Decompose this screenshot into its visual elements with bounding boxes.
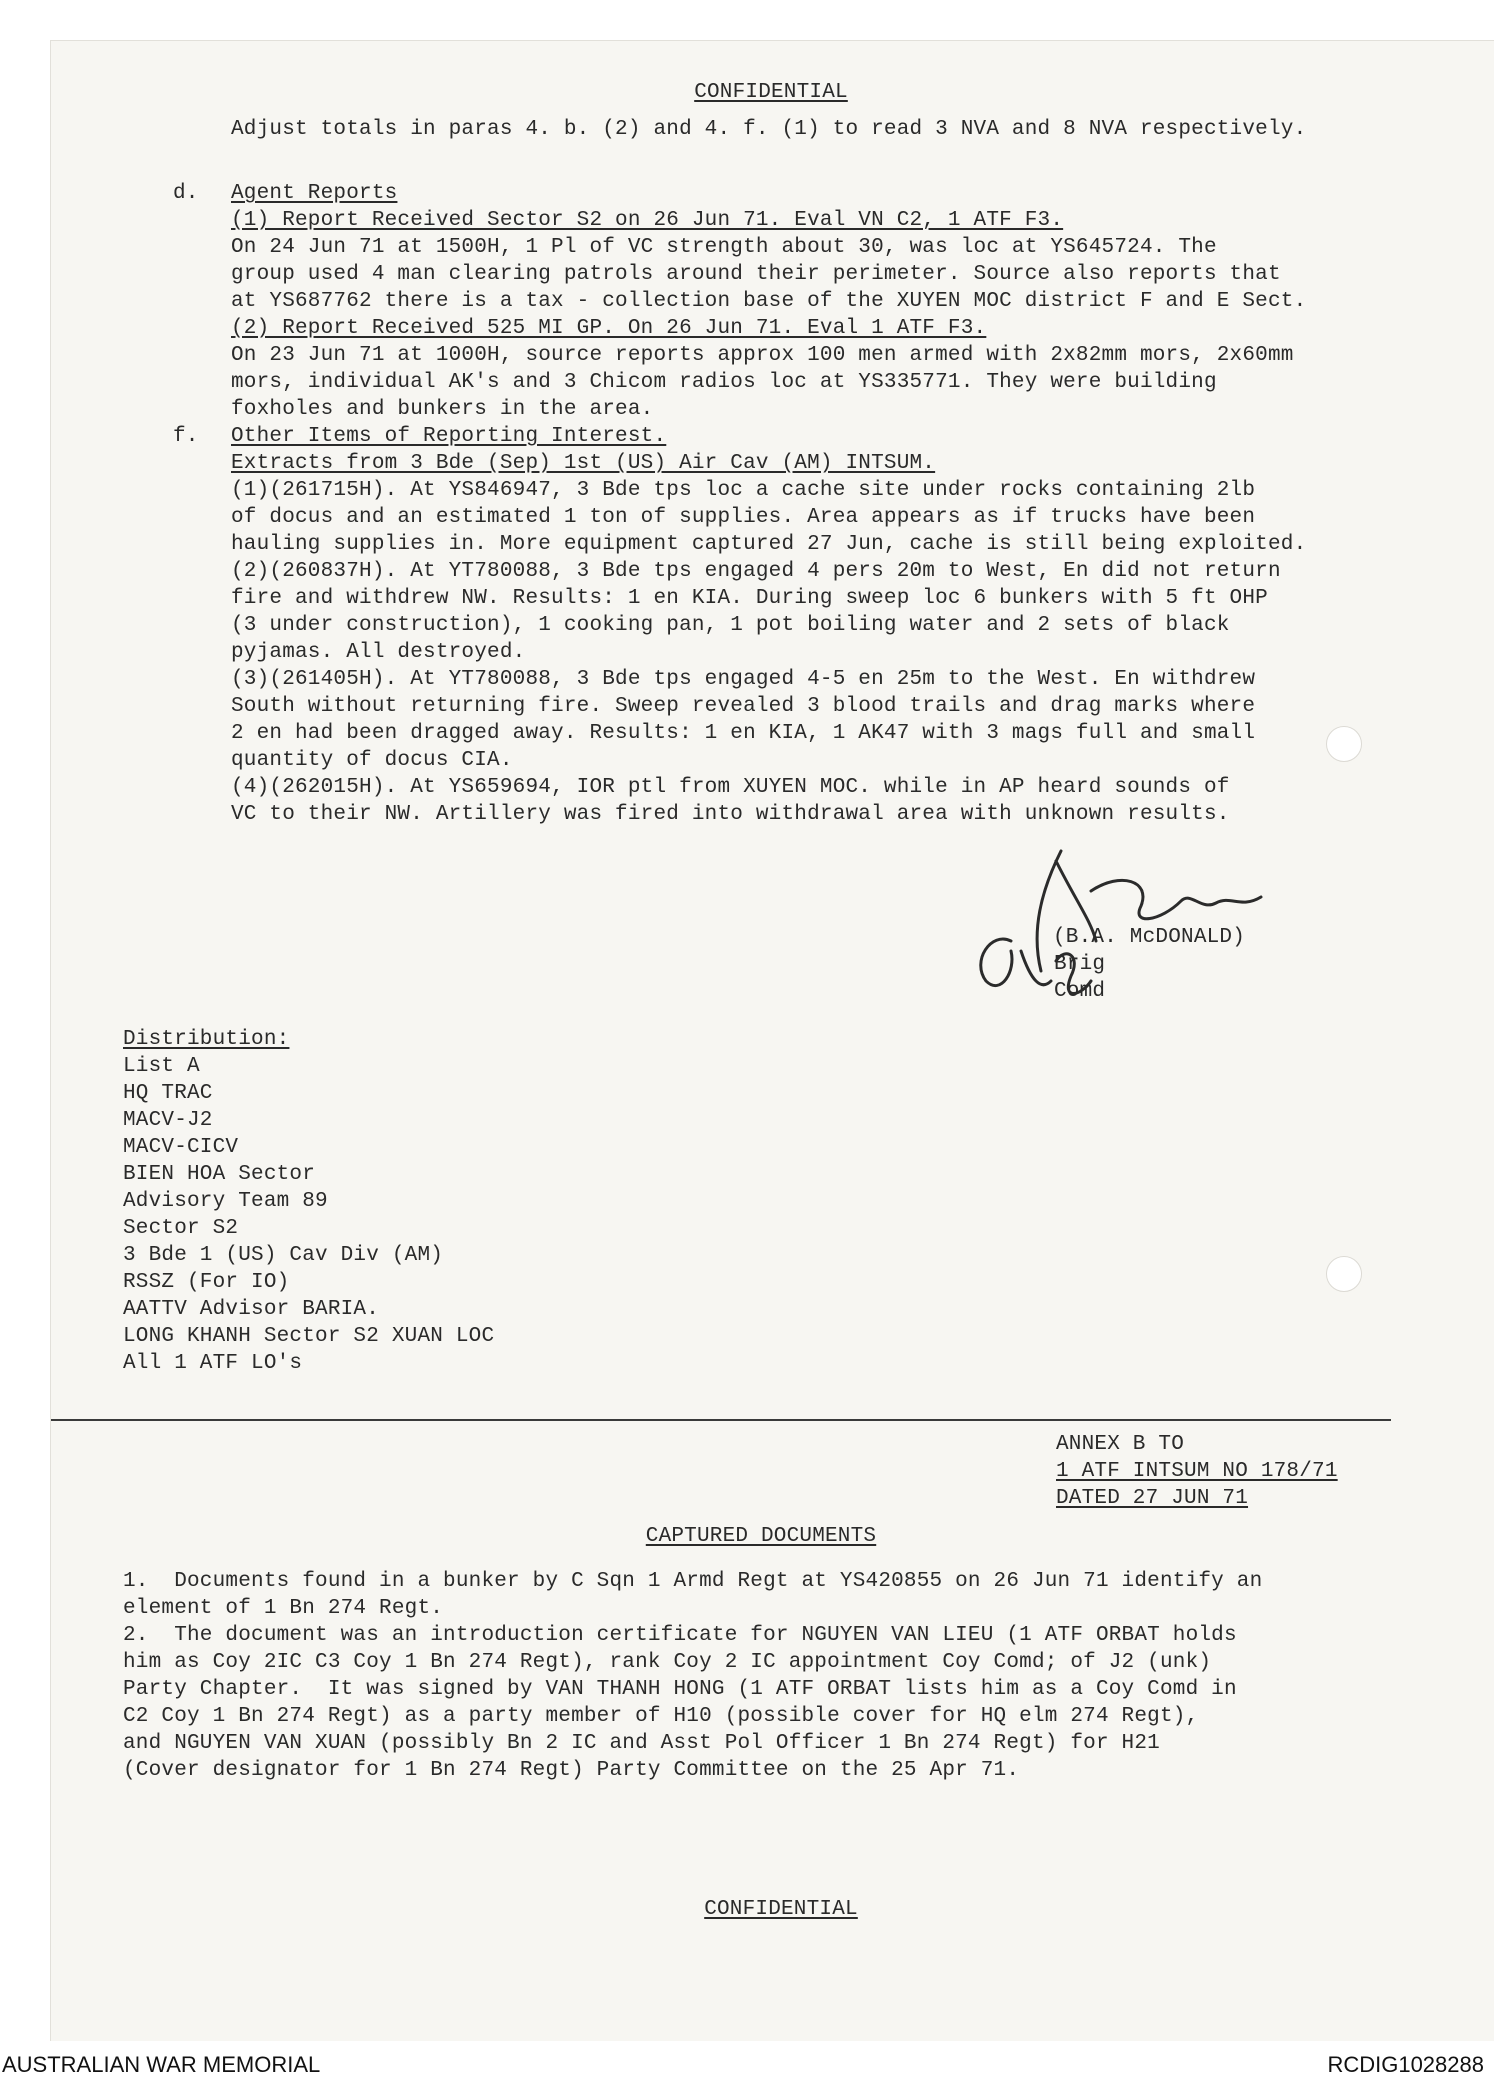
report1-line: at YS687762 there is a tax - collection base of the XUYEN MOC district F and E Sect. (231, 290, 1307, 313)
report2-line: foxholes and bunkers in the area. (231, 398, 654, 421)
report2-line: mors, individual AK's and 3 Chicom radios loc at YS335771. They were building (231, 371, 1217, 394)
annex-line: DATED 27 JUN 71 (1056, 1487, 1249, 1510)
annex-text-line: 1. Documents found in a bunker by C Sqn 1 Armd Regt at YS420855 on 26 Jun 71 identify an (123, 1570, 1263, 1593)
intsum-line: hauling supplies in. More equipment captured 27 Jun, cache is still being exploited. (231, 533, 1307, 556)
archive-footer (0, 2044, 1494, 2081)
annex-text-line: C2 Coy 1 Bn 274 Regt) as a party member of H10 (possible cover for HQ elm 274 Regt), (123, 1705, 1199, 1728)
archive-name: AUSTRALIAN WAR MEMORIAL (2, 2052, 321, 2077)
distribution-item: 3 Bde 1 (US) Cav Div (AM) (123, 1244, 444, 1267)
report2-heading: (2) Report Received 525 MI GP. On 26 Jun 71. Eval 1 ATF F3. (231, 317, 987, 340)
signatory-name: (B.A. McDONALD) (1053, 926, 1246, 949)
report1-line: group used 4 man clearing patrols around their perimeter. Source also reports that (231, 263, 1281, 286)
signatory-rank: Brig (1054, 953, 1106, 976)
intsum-line: (3)(261405H). At YT780088, 3 Bde tps engaged 4-5 en 25m to the West. En withdrew (231, 668, 1256, 691)
report1-line: On 24 Jun 71 at 1500H, 1 Pl of VC strength about 30, was loc at YS645724. The (231, 236, 1217, 259)
intsum-line: (3 under construction), 1 cooking pan, 1 pot boiling water and 2 sets of black (231, 614, 1230, 637)
punch-hole (1326, 1256, 1362, 1292)
annex-text-line: and NGUYEN VAN XUAN (possibly Bn 2 IC and Asst Pol Officer 1 Bn 274 Regt) for H21 (123, 1732, 1160, 1755)
annex-separator-line (51, 1419, 1391, 1421)
document-sheet (50, 40, 1494, 2041)
intsum-line: VC to their NW. Artillery was fired into withdrawal area with unknown results. (231, 803, 1230, 826)
distribution-item: MACV-J2 (123, 1109, 213, 1132)
distribution-item: HQ TRAC (123, 1082, 213, 1105)
annex-line: 1 ATF INTSUM NO 178/71 (1056, 1460, 1338, 1483)
annex-title: CAPTURED DOCUMENTS (645, 1525, 877, 1548)
annex-text-line: 2. The document was an introduction certificate for NGUYEN VAN LIEU (1 ATF ORBAT holds (123, 1624, 1237, 1647)
distribution-item: LONG KHANH Sector S2 XUAN LOC (123, 1325, 495, 1348)
distribution-item: All 1 ATF LO's (123, 1352, 303, 1375)
adjust-totals-line: Adjust totals in paras 4. b. (2) and 4. f. (1) to read 3 NVA and 8 NVA respectively. (231, 118, 1307, 141)
header-classification: CONFIDENTIAL (694, 81, 848, 104)
intsum-line: quantity of docus CIA. (231, 749, 513, 772)
distribution-item: AATTV Advisor BARIA. (123, 1298, 380, 1321)
annex-text-line: (Cover designator for 1 Bn 274 Regt) Party Committee on the 25 Apr 71. (123, 1759, 1020, 1782)
punch-hole (1326, 726, 1362, 762)
intsum-line: (4)(262015H). At YS659694, IOR ptl from XUYEN MOC. while in AP heard sounds of (231, 776, 1230, 799)
annex-text-line: element of 1 Bn 274 Regt. (123, 1597, 444, 1620)
report1-heading: (1) Report Received Sector S2 on 26 Jun 71. Eval VN C2, 1 ATF F3. (231, 209, 1064, 232)
intsum-line: of docus and an estimated 1 ton of supplies. Area appears as if trucks have been (231, 506, 1256, 529)
intsum-line: (1)(261715H). At YS846947, 3 Bde tps loc a cache site under rocks containing 2lb (231, 479, 1256, 502)
intsum-line: pyjamas. All destroyed. (231, 641, 526, 664)
archive-id: RCDIG1028288 (1327, 2052, 1484, 2077)
signatory-role: Comd (1054, 980, 1106, 1003)
footer-classification: CONFIDENTIAL (704, 1898, 858, 1921)
distribution-item: List A (123, 1055, 200, 1078)
distribution-title: Distribution: (123, 1028, 290, 1051)
report2-line: On 23 Jun 71 at 1000H, source reports approx 100 men armed with 2x82mm mors, 2x60mm (231, 344, 1294, 367)
section-d-title: Agent Reports (231, 182, 398, 205)
intsum-line: fire and withdrew NW. Results: 1 en KIA. During sweep loc 6 bunkers with 5 ft OHP (231, 587, 1268, 610)
distribution-item: Advisory Team 89 (123, 1190, 328, 1213)
distribution-item: RSSZ (For IO) (123, 1271, 290, 1294)
annex-text-line: him as Coy 2IC C3 Coy 1 Bn 274 Regt), rank Coy 2 IC appointment Coy Comd; of J2 (unk) (123, 1651, 1212, 1674)
section-f-letter: f. (173, 425, 199, 448)
section-f-title: Other Items of Reporting Interest. (231, 425, 667, 448)
intsum-line: (2)(260837H). At YT780088, 3 Bde tps engaged 4 pers 20m to West, En did not return (231, 560, 1281, 583)
annex-text-line: Party Chapter. It was signed by VAN THANH HONG (1 ATF ORBAT lists him as a Coy Comd in (123, 1678, 1237, 1701)
annex-line: ANNEX B TO (1056, 1433, 1185, 1456)
intsum-line: 2 en had been dragged away. Results: 1 en KIA, 1 AK47 with 3 mags full and small (231, 722, 1256, 745)
distribution-item: Sector S2 (123, 1217, 239, 1240)
intsum-line: South without returning fire. Sweep revealed 3 blood trails and drag marks where (231, 695, 1256, 718)
section-f-subtitle: Extracts from 3 Bde (Sep) 1st (US) Air Cav (AM) INTSUM. (231, 452, 936, 475)
distribution-item: BIEN HOA Sector (123, 1163, 316, 1186)
section-d-letter: d. (173, 182, 199, 205)
distribution-item: MACV-CICV (123, 1136, 239, 1159)
